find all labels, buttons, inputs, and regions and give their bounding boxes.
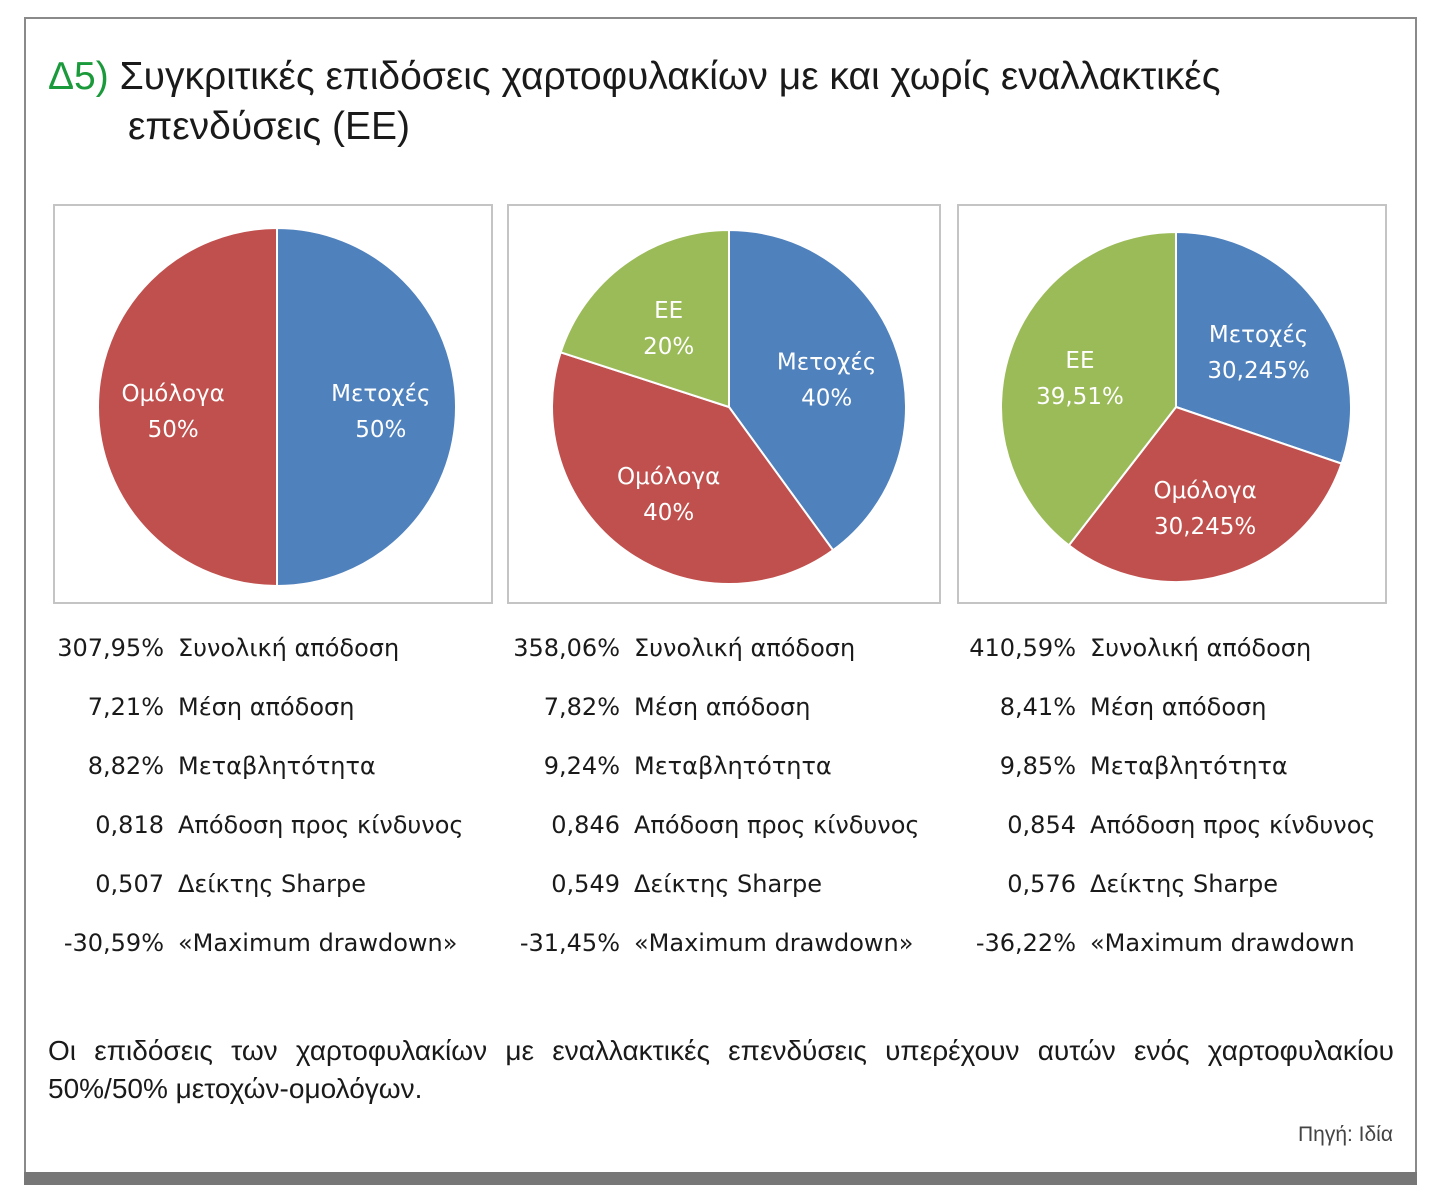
slice-value-2-1: 40%	[801, 385, 853, 412]
slice-value-1-2: 50%	[147, 417, 199, 443]
stat-value: 7,21%	[87, 693, 164, 721]
pie-panel-2	[507, 204, 941, 604]
stat-label: Μέση απόδοση	[178, 693, 355, 721]
stat-value: 9,85%	[999, 752, 1076, 780]
stat-value: 0,549	[551, 870, 620, 898]
slice-label-2-1: Μετοχές	[776, 349, 877, 376]
stat-row	[968, 923, 1428, 963]
stat-value: -36,22%	[975, 929, 1076, 957]
figure-title	[48, 52, 1388, 152]
stat-row	[56, 746, 516, 786]
slice-label-1-2: Ομόλογα	[121, 381, 225, 407]
stat-label: Δείκτης Sharpe	[634, 870, 823, 898]
stat-label: Συνολική απόδοση	[634, 634, 856, 662]
pie-chart-2	[509, 206, 939, 602]
slice-label-1-1: Μετοχές	[331, 381, 431, 407]
slice-label-2-3: ΕΕ	[654, 297, 684, 324]
slice-label-3-2: Ομόλογα	[1153, 478, 1257, 505]
figure-number: Δ5)	[48, 55, 109, 98]
stat-row	[512, 805, 972, 845]
pie-chart-3	[959, 206, 1385, 602]
stat-row	[56, 864, 516, 904]
caption-paragraph: Οι επιδόσεις των χαρτοφυλακίων με εναλλακτικές επενδύσεις υπερέχουν αυτών ενός χαρτοφυλακίου 50%/50% μετοχών-ομολόγων.	[48, 1035, 1394, 1104]
slice-value-2-3: 20%	[643, 333, 695, 360]
pie-slice-1-1	[277, 228, 456, 586]
stat-row	[512, 628, 972, 668]
slice-value-3-3: 39,51%	[1036, 384, 1124, 411]
stat-label: Μεταβλητότητα	[634, 752, 832, 780]
title-line-1	[48, 52, 1388, 102]
stat-row	[56, 628, 516, 668]
stat-row	[512, 864, 972, 904]
pie-panel-1	[53, 204, 493, 604]
slice-label-3-1: Μετοχές	[1208, 321, 1309, 348]
stat-row	[512, 923, 972, 963]
slice-label-3-3: ΕΕ	[1065, 348, 1095, 375]
slice-label-2-2: Ομόλογα	[617, 464, 721, 491]
stat-label: Απόδοση προς κίνδυνος	[634, 811, 920, 839]
title-text-2: επενδύσεις (ΕΕ)	[128, 105, 410, 148]
stat-label: Μεταβλητότητα	[1090, 752, 1288, 780]
stat-value: 9,24%	[543, 752, 620, 780]
stat-label: «Maximum drawdown»	[634, 929, 914, 957]
stat-row	[56, 805, 516, 845]
stat-value: 358,06%	[513, 634, 620, 662]
stat-row	[512, 746, 972, 786]
stat-label: Μέση απόδοση	[1090, 693, 1267, 721]
stat-label: Δείκτης Sharpe	[1090, 870, 1279, 898]
stat-value: 8,82%	[87, 752, 164, 780]
stat-row	[968, 864, 1428, 904]
stat-label: Συνολική απόδοση	[1090, 634, 1312, 662]
stat-value: 0,846	[551, 811, 620, 839]
stat-label: «Maximum drawdown»	[178, 929, 458, 957]
stat-value: 0,507	[95, 870, 164, 898]
stat-value: -31,45%	[519, 929, 620, 957]
pie-panel-3	[957, 204, 1387, 604]
bottom-bar	[24, 1172, 1417, 1185]
title-text-1: Συγκριτικές επιδόσεις χαρτοφυλακίων με και χωρίς εναλλακτικές	[119, 55, 1221, 98]
pie-slice-1-2	[98, 228, 277, 586]
stat-row	[56, 687, 516, 727]
stat-row	[968, 746, 1428, 786]
stat-row	[512, 687, 972, 727]
stat-row	[968, 805, 1428, 845]
stat-value: -30,59%	[63, 929, 164, 957]
slice-value-1-1: 50%	[355, 417, 407, 443]
stat-row	[968, 628, 1428, 668]
stat-value: 0,576	[1007, 870, 1076, 898]
stat-label: Απόδοση προς κίνδυνος	[178, 811, 464, 839]
stat-value: 410,59%	[969, 634, 1076, 662]
stat-label: Συνολική απόδοση	[178, 634, 400, 662]
slice-value-3-2: 30,245%	[1153, 514, 1257, 541]
pie-chart-1	[55, 206, 491, 602]
slice-value-3-1: 30,245%	[1207, 357, 1310, 384]
stat-value: 307,95%	[57, 634, 164, 662]
stat-label: «Maximum drawdown	[1090, 929, 1355, 957]
stat-label: Δείκτης Sharpe	[178, 870, 367, 898]
stat-row	[968, 687, 1428, 727]
slice-value-2-2: 40%	[643, 500, 695, 527]
stat-value: 0,818	[95, 811, 164, 839]
stat-value: 7,82%	[543, 693, 620, 721]
stat-value: 0,854	[1007, 811, 1076, 839]
source-note: Πηγή: Ιδία	[1297, 1123, 1393, 1146]
stat-label: Απόδοση προς κίνδυνος	[1090, 811, 1376, 839]
stat-value: 8,41%	[999, 693, 1076, 721]
stat-row	[56, 923, 516, 963]
stat-label: Μεταβλητότητα	[178, 752, 376, 780]
stat-label: Μέση απόδοση	[634, 693, 811, 721]
